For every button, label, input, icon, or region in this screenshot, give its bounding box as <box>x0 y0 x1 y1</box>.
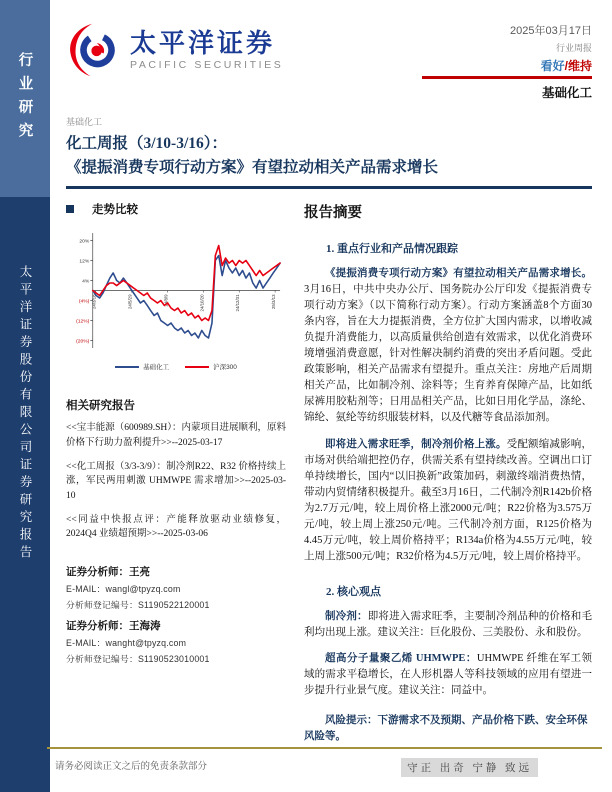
analyst-email: E-MAIL：wanght@tpyzq.com <box>66 637 187 648</box>
paragraph-3-text: 即将进入需求旺季，主要制冷剂品种的价格和毛利均出现上涨。建议关注：巨化股份、三美股份、永和股份。 <box>304 610 592 638</box>
paragraph-3-lead: 制冷剂： <box>325 610 368 622</box>
paragraph-1-text: 3月16日，中共中央办公厅、国务院办公厅印发《提振消费专项行动方案》（以下简称行动方案）。行动方案涵盖8个方面30条内容，旨在大力提振消费，全方位扩大国内需求，以增收减负提升消费能力，以高质量供给创造有效需求，以优化消费环境增强消费意愿，针对性解决制约消费的突出矛盾问题。受此政策影响，相关产品需求有望提升。重点关注：房地产后周期相关产品，比如制冷剂、涂料等；生育养育保障产品，比如纸尿裤用胶粘剂等；日用品相关产品，比如日用化学品，涤纶、锦纶、氨纶等纺织服装材料，以及代糖等食品添加剂。 <box>304 284 592 423</box>
svg-text:(20%): (20%) <box>76 339 90 345</box>
analyst-title: 证券分析师：王亮 <box>66 566 150 578</box>
analyst-block <box>66 564 286 665</box>
summary-title: 报告摘要 <box>304 205 362 221</box>
company-logo <box>66 22 283 78</box>
svg-text:4%: 4% <box>82 279 90 285</box>
related-reports-title: 相关研究报告 <box>66 400 135 412</box>
svg-text:12%: 12% <box>79 259 90 265</box>
report-title <box>66 132 592 180</box>
paragraph-2-lead: 即将进入需求旺季，制冷剂价格上涨。 <box>325 438 507 450</box>
sidebar-company-strip <box>0 197 50 792</box>
logo-chinese-name: 太平洋证券 <box>130 27 276 58</box>
pacific-securities-emblem-icon <box>66 22 122 78</box>
section-2-title: 2. 核心观点 <box>326 585 381 598</box>
header-meta <box>422 22 592 101</box>
rating-separator: / <box>564 59 568 73</box>
svg-text:24/3/18: 24/3/18 <box>91 294 97 310</box>
svg-text:24/10/20: 24/10/20 <box>199 294 205 312</box>
legend-swatch-red <box>185 366 209 368</box>
title-divider <box>66 186 592 189</box>
legend-label-industry: 基础化工 <box>143 364 170 371</box>
paragraph-4-text: UHMWPE 纤维在军工领域的需求平稳增长，在人形机器人等科技领域的应用有望进一步提升行业景气度。建议关注：同益中。 <box>304 653 593 696</box>
industry-name: 基础化工 <box>541 86 592 100</box>
industry-rating <box>422 57 592 74</box>
title-eyebrow: 基础化工 <box>66 117 103 127</box>
chart-title: 走势比较 <box>92 204 138 216</box>
chart-header <box>66 201 286 217</box>
svg-text:24/5/29: 24/5/29 <box>127 294 133 310</box>
related-report-item: <<宝丰能源（600989.SH）：内蒙项目进展顺利，原料价格下行助力盈利提升>>--2025-03-17 <box>66 423 286 448</box>
summary-column <box>304 201 592 745</box>
paragraph-1-lead: 《提振消费专项行动方案》有望拉动相关产品需求增长。 <box>325 268 592 279</box>
related-report-item: <<化工周报（3/3-3/9）：制冷剂R22、R32 价格持续上涨，军民两用刺激 UHMWPE 需求增加>>--2025-03-10 <box>66 461 286 501</box>
two-column-body <box>66 201 592 745</box>
summary-paragraph-4 <box>304 651 592 699</box>
svg-text:25/3/13: 25/3/13 <box>271 294 277 310</box>
legend-swatch-blue <box>115 366 139 368</box>
legend-label-index: 沪深300 <box>213 364 237 371</box>
svg-text:24/8/9: 24/8/9 <box>163 294 169 307</box>
page-content <box>50 0 612 792</box>
sidebar-bottom-label: 太平洋证券股份有限公司证券研究报告 <box>18 265 32 563</box>
svg-text:(4%): (4%) <box>78 299 90 305</box>
svg-text:(12%): (12%) <box>76 319 90 325</box>
summary-paragraph-2 <box>304 437 592 565</box>
sidebar-industry-research <box>0 0 50 197</box>
trend-comparison-chart <box>66 225 286 360</box>
page-footer <box>55 758 590 777</box>
report-header <box>66 22 592 101</box>
rating-underline <box>422 76 592 79</box>
legend-item-index <box>185 362 237 371</box>
analyst-license: 分析师登记编号：S1190523010001 <box>66 653 210 664</box>
analyst-license: 分析师登记编号：S1190522120001 <box>66 599 210 610</box>
chart-legend <box>66 362 286 371</box>
summary-paragraph-3 <box>304 609 592 641</box>
svg-text:20%: 20% <box>79 239 90 245</box>
sidebar-top-label: 行业研究 <box>16 51 33 146</box>
summary-paragraph-1 <box>304 266 592 426</box>
analyst-title: 证券分析师：王海涛 <box>66 620 161 632</box>
left-sidebar <box>0 0 50 792</box>
footer-motto: 守正 出奇 宁静 致远 <box>401 758 538 777</box>
risk-warning: 风险提示：下游需求不及预期、产品价格下跌、安全环保风险等。 <box>304 715 588 742</box>
report-date: 2025年03月17日 <box>510 25 592 37</box>
analyst-email: E-MAIL：wangl@tpyzq.com <box>66 583 181 594</box>
rating-change: 维持 <box>567 59 592 73</box>
logo-text <box>130 27 284 71</box>
square-bullet-icon <box>66 205 74 213</box>
related-report-item: <<同益中快报点评：产能释放驱动业绩修复，2024Q4 业绩超预期>>--2025-03-06 <box>66 514 286 539</box>
logo-english-name: PACIFIC SECURITIES <box>130 58 284 71</box>
rating-value: 看好 <box>540 59 565 73</box>
footer-divider <box>47 747 602 749</box>
svg-text:24/12/31: 24/12/31 <box>235 294 241 312</box>
report-type: 行业周报 <box>555 43 592 53</box>
left-column <box>66 201 286 745</box>
legend-item-industry <box>115 362 169 371</box>
report-title-line2: 《提振消费专项行动方案》有望拉动相关产品需求增长 <box>66 159 439 176</box>
footer-disclaimer: 请务必阅读正文之后的免责条款部分 <box>55 762 208 772</box>
report-title-line1: 化工周报（3/10-3/16）： <box>66 135 228 152</box>
paragraph-2-text: 受配额缩减影响，市场对供给端把控仍存，供需关系有望持续改善。空调出口订单持续增长，国内“以旧换新”政策加码，刺激终端消费热情，带动内贸情绪积极提升。截至3月16日，二代制冷剂R142b价格为2.7万元/吨，较上周价格上涨2000元/吨；R22价格为3.575万元/吨，较上周上涨250元/吨。三代制冷剂方面，R125价格为4.45万元/吨，较上周价格持平；R134a价格为4.55万元/吨，较上周上涨500元/吨；R32价格为4.5万元/吨，较上周价格持平。 <box>304 438 592 562</box>
paragraph-4-lead: 超高分子量聚乙烯 UHMWPE： <box>325 653 477 664</box>
section-1-title: 1. 重点行业和产品情况跟踪 <box>326 243 458 255</box>
